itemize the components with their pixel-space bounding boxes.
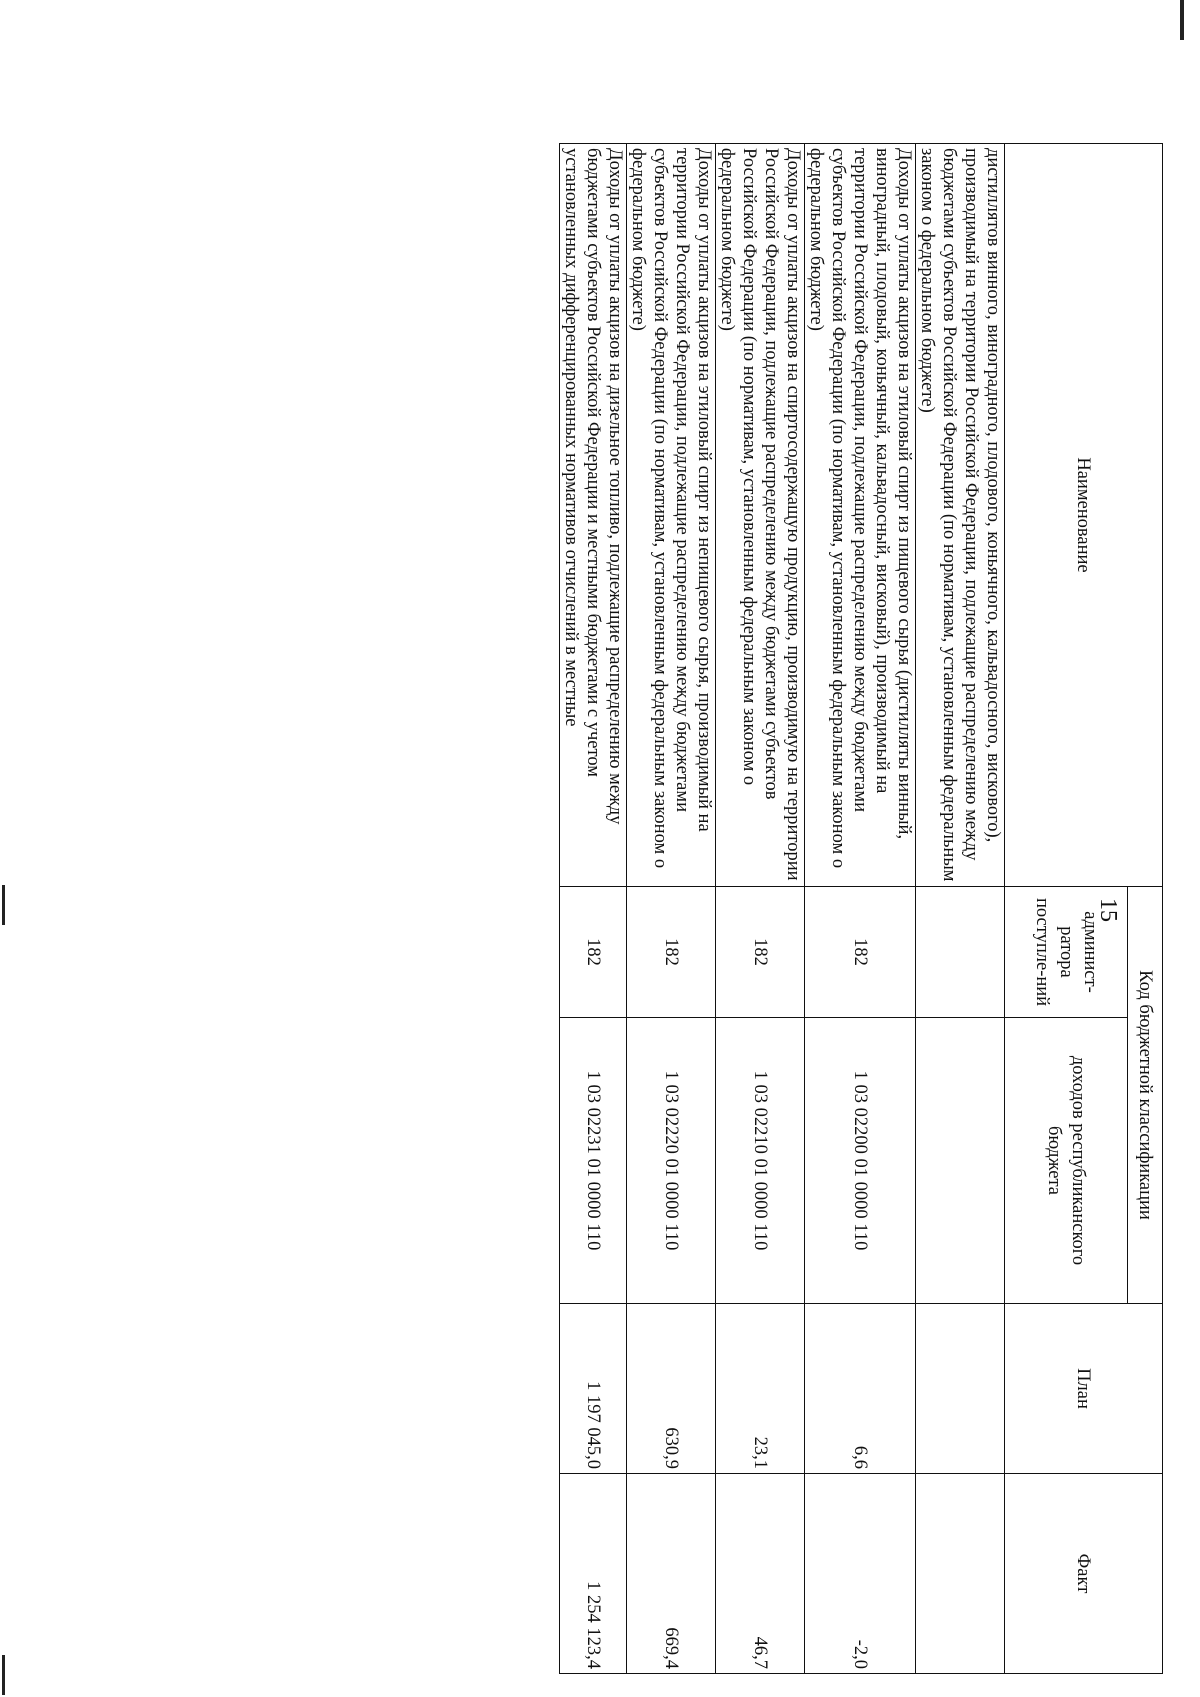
header-plan: План	[1005, 1304, 1163, 1474]
row-fact: 669,4	[627, 1474, 716, 1674]
header-revenue-code: доходов республиканского бюджета	[1005, 1018, 1128, 1304]
row-name: дистиллятов винного, виноградного, плодового, коньячного, кальвадосного, вискового), производимый на территории Российской Федерации, подлежащие распределению между бюджетами субъектов Российской Федерации (по нормативам, установленным федеральным законом о федеральном бюджете)	[916, 144, 1005, 887]
row-name: Доходы от уплаты акцизов на спиртосодержащую продукцию, производимую на территории Российской Федерации, подлежащие распределению между бюджетами субъектов Российской Федерации (по нормативам, установленным федеральным законом о федеральном бюджете)	[716, 144, 805, 887]
page-number: 15	[1095, 898, 1121, 922]
row-admin-code: 182	[627, 887, 716, 1018]
row-plan: 6,6	[805, 1304, 916, 1474]
header-name: Наименование	[1005, 144, 1163, 887]
row-fact	[916, 1474, 1005, 1674]
scan-edge-mark-bottom	[2, 1655, 5, 1695]
row-admin-code: 182	[805, 887, 916, 1018]
row-revenue-code: 1 03 02210 01 0000 110	[716, 1018, 805, 1304]
row-name: Доходы от уплаты акцизов на этиловый спирт из непищевого сырья, производимый на территории Российской Федерации, подлежащие распределению между бюджетами субъектов Российской Федерации (по нормативам, установленным федеральным законом о федеральном бюджете)	[627, 144, 716, 887]
row-fact: 46,7	[716, 1474, 805, 1674]
row-plan: 23,1	[716, 1304, 805, 1474]
scan-edge-mark-top	[1180, 0, 1184, 40]
scan-edge-mark-middle	[2, 885, 5, 925]
table-row	[627, 144, 716, 1674]
row-admin-code: 182	[560, 887, 627, 1018]
header-budget-code-group: Код бюджетной классификации	[1128, 887, 1163, 1304]
table-row	[805, 144, 916, 1674]
table-row	[716, 144, 805, 1674]
row-admin-code: 182	[716, 887, 805, 1018]
rotated-table-container	[559, 143, 1163, 1674]
header-fact: Факт	[1005, 1474, 1163, 1674]
row-name: Доходы от уплаты акцизов на дизельное топливо, подлежащие распределению между бюджетами субъектов Российской Федерации и местными бюджетами с учетом установленных дифференцированных нормативов отчислений в местные	[560, 144, 627, 887]
row-plan: 630,9	[627, 1304, 716, 1474]
row-revenue-code: 1 03 02220 01 0000 110	[627, 1018, 716, 1304]
row-plan	[916, 1304, 1005, 1474]
row-fact: 1 254 123,4	[560, 1474, 627, 1674]
budget-revenue-table	[559, 143, 1163, 1674]
table-row	[560, 144, 627, 1674]
row-revenue-code: 1 03 02231 01 0000 110	[560, 1018, 627, 1304]
row-fact: -2,0	[805, 1474, 916, 1674]
row-revenue-code	[916, 1018, 1005, 1304]
row-revenue-code: 1 03 02200 01 0000 110	[805, 1018, 916, 1304]
row-plan: 1 197 045,0	[560, 1304, 627, 1474]
row-name: Доходы от уплаты акцизов на этиловый спирт из пищевого сырья (дистилляты винный, виноградный, плодовый, коньячный, кальвадосный, висковый), производимый на территории Российской Федерации, подлежащие распределению между бюджетами субъектов Российской Федерации (по нормативам, установленным федеральным законом о федеральном бюджете)	[805, 144, 916, 887]
table-row	[916, 144, 1005, 1674]
header-administrator: админист-ратора поступле-ний	[1005, 887, 1128, 1018]
row-admin-code	[916, 887, 1005, 1018]
